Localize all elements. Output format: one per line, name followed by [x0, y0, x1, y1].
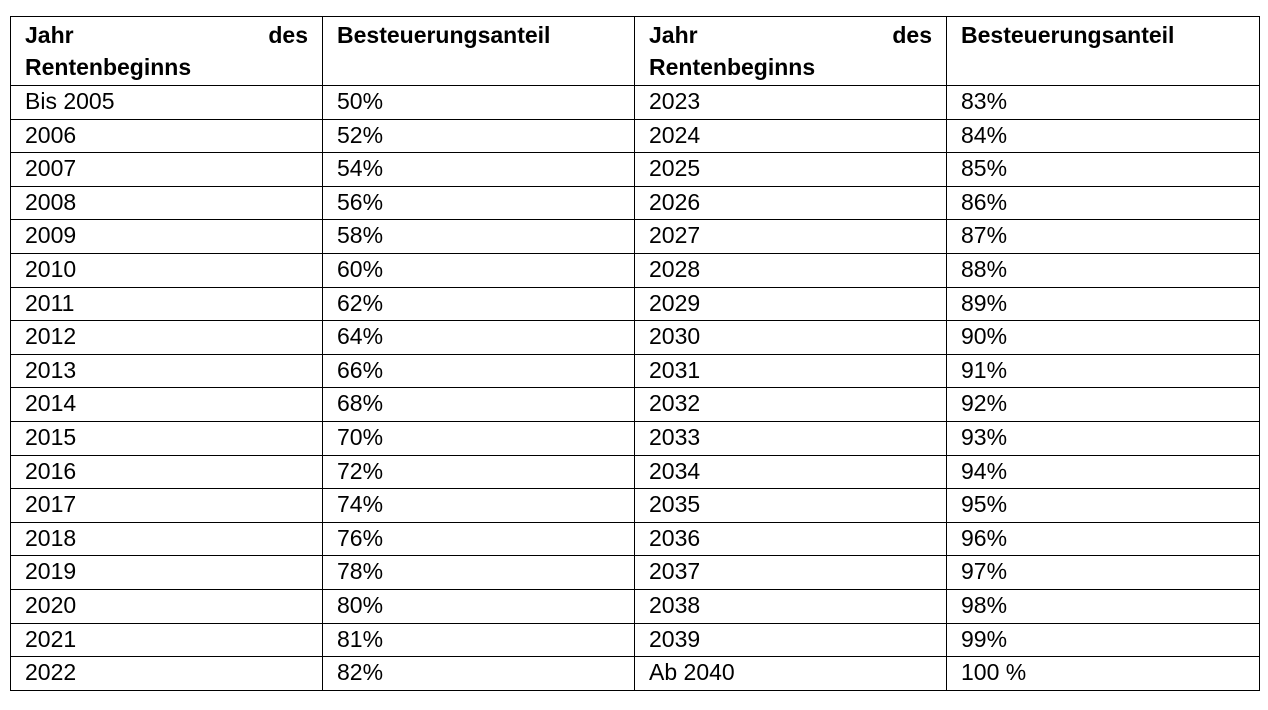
- header-year-word: Jahr: [649, 22, 698, 48]
- cell-share-left: 68%: [323, 388, 635, 422]
- cell-share-right: 90%: [947, 321, 1260, 355]
- cell-year-left: 2013: [11, 354, 323, 388]
- table-row: [11, 287, 1260, 321]
- table-row: [11, 556, 1260, 590]
- table-row: [11, 623, 1260, 657]
- cell-share-left: 82%: [323, 657, 635, 691]
- cell-share-left: 54%: [323, 153, 635, 187]
- cell-share-right: 85%: [947, 153, 1260, 187]
- cell-year-right: 2023: [635, 86, 947, 120]
- table-row: [11, 388, 1260, 422]
- table-row: [11, 522, 1260, 556]
- table-row: [11, 186, 1260, 220]
- cell-share-right: 86%: [947, 186, 1260, 220]
- cell-share-left: 80%: [323, 589, 635, 623]
- header-des-word: des: [268, 22, 308, 48]
- cell-year-left: 2022: [11, 657, 323, 691]
- table-row: [11, 253, 1260, 287]
- table-row: [11, 220, 1260, 254]
- cell-year-left: 2009: [11, 220, 323, 254]
- cell-year-right: 2039: [635, 623, 947, 657]
- cell-year-right: 2030: [635, 321, 947, 355]
- cell-year-left: Bis 2005: [11, 86, 323, 120]
- cell-year-right: 2036: [635, 522, 947, 556]
- cell-year-right: 2024: [635, 119, 947, 153]
- cell-share-left: 74%: [323, 489, 635, 523]
- cell-year-right: 2029: [635, 287, 947, 321]
- table-row: [11, 321, 1260, 355]
- cell-share-right: 88%: [947, 253, 1260, 287]
- cell-year-left: 2008: [11, 186, 323, 220]
- table-row: [11, 354, 1260, 388]
- cell-year-right: Ab 2040: [635, 657, 947, 691]
- table-row: [11, 119, 1260, 153]
- cell-share-right: 87%: [947, 220, 1260, 254]
- cell-year-left: 2015: [11, 421, 323, 455]
- cell-share-left: 64%: [323, 321, 635, 355]
- cell-share-left: 66%: [323, 354, 635, 388]
- table-row: [11, 86, 1260, 120]
- header-year-word: Jahr: [25, 22, 74, 48]
- cell-share-right: 95%: [947, 489, 1260, 523]
- header-share-right: Besteuerungsanteil: [947, 17, 1260, 86]
- cell-year-right: 2026: [635, 186, 947, 220]
- cell-year-right: 2025: [635, 153, 947, 187]
- cell-year-right: 2031: [635, 354, 947, 388]
- header-rentenbeginn-word: Rentenbeginns: [25, 54, 192, 80]
- cell-year-left: 2006: [11, 119, 323, 153]
- cell-year-left: 2021: [11, 623, 323, 657]
- cell-year-right: 2028: [635, 253, 947, 287]
- cell-share-left: 78%: [323, 556, 635, 590]
- cell-share-left: 70%: [323, 421, 635, 455]
- table-row: [11, 589, 1260, 623]
- cell-share-right: 100 %: [947, 657, 1260, 691]
- table-row: [11, 421, 1260, 455]
- cell-year-right: 2038: [635, 589, 947, 623]
- header-share-left: Besteuerungsanteil: [323, 17, 635, 86]
- table-row: [11, 489, 1260, 523]
- cell-year-right: 2034: [635, 455, 947, 489]
- cell-share-left: 52%: [323, 119, 635, 153]
- cell-year-left: 2017: [11, 489, 323, 523]
- cell-year-left: 2010: [11, 253, 323, 287]
- cell-share-right: 91%: [947, 354, 1260, 388]
- cell-year-right: 2033: [635, 421, 947, 455]
- cell-year-right: 2032: [635, 388, 947, 422]
- cell-share-right: 98%: [947, 589, 1260, 623]
- header-year-left: [11, 17, 323, 86]
- header-year-right: [635, 17, 947, 86]
- cell-share-left: 50%: [323, 86, 635, 120]
- cell-year-left: 2007: [11, 153, 323, 187]
- cell-share-right: 84%: [947, 119, 1260, 153]
- cell-year-left: 2018: [11, 522, 323, 556]
- cell-year-left: 2011: [11, 287, 323, 321]
- cell-share-right: 93%: [947, 421, 1260, 455]
- header-rentenbeginn-word: Rentenbeginns: [649, 54, 816, 80]
- table-body: [11, 86, 1260, 691]
- table-row: [11, 657, 1260, 691]
- cell-share-left: 81%: [323, 623, 635, 657]
- cell-share-right: 92%: [947, 388, 1260, 422]
- cell-year-right: 2035: [635, 489, 947, 523]
- cell-year-left: 2019: [11, 556, 323, 590]
- cell-share-left: 62%: [323, 287, 635, 321]
- cell-share-right: 97%: [947, 556, 1260, 590]
- header-des-word: des: [892, 22, 932, 48]
- cell-year-right: 2027: [635, 220, 947, 254]
- cell-year-right: 2037: [635, 556, 947, 590]
- cell-year-left: 2016: [11, 455, 323, 489]
- cell-share-right: 99%: [947, 623, 1260, 657]
- table-row: [11, 153, 1260, 187]
- cell-share-left: 58%: [323, 220, 635, 254]
- cell-share-right: 94%: [947, 455, 1260, 489]
- table-row: [11, 455, 1260, 489]
- cell-share-left: 56%: [323, 186, 635, 220]
- cell-year-left: 2012: [11, 321, 323, 355]
- cell-share-left: 72%: [323, 455, 635, 489]
- cell-year-left: 2014: [11, 388, 323, 422]
- table-header-row: [11, 17, 1260, 86]
- cell-share-right: 83%: [947, 86, 1260, 120]
- cell-year-left: 2020: [11, 589, 323, 623]
- cell-share-right: 89%: [947, 287, 1260, 321]
- cell-share-right: 96%: [947, 522, 1260, 556]
- taxation-share-table: [10, 16, 1260, 691]
- cell-share-left: 76%: [323, 522, 635, 556]
- cell-share-left: 60%: [323, 253, 635, 287]
